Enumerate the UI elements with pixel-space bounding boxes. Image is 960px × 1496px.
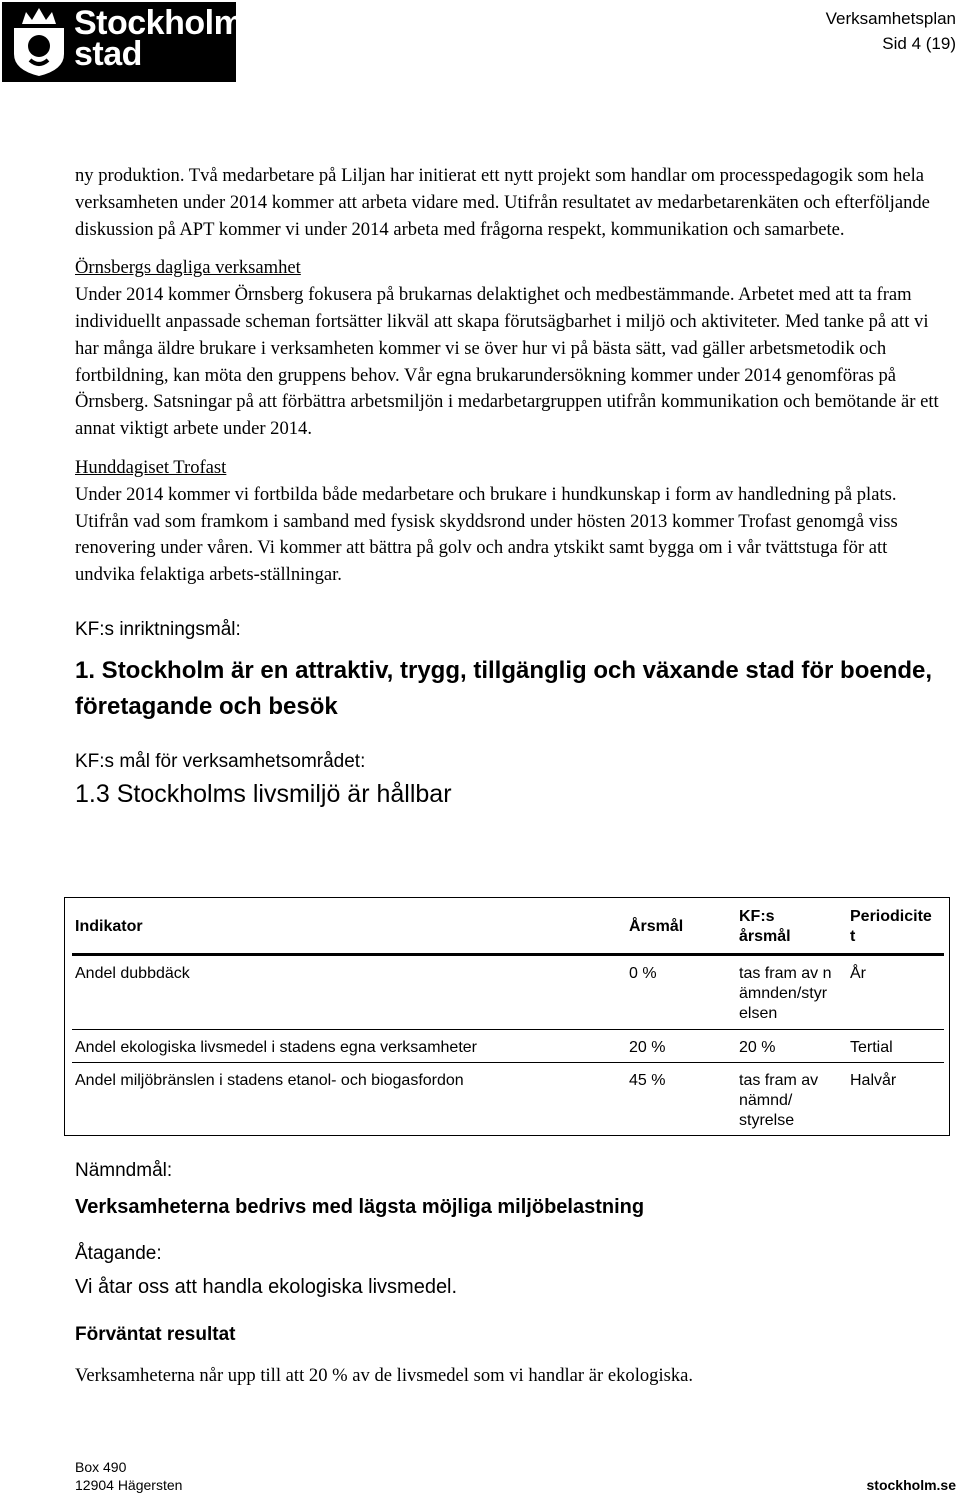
stockholms-stad-logo (2, 2, 262, 82)
atagande-text: Vi åtar oss att handla ekologiska livsmedel. (75, 1276, 458, 1298)
trofast-heading: Hunddagiset Trofast (75, 456, 227, 478)
namnd-label: Nämndmål: (75, 1160, 173, 1181)
kf-area-label: KF:s mål för verksamhetsområdet: (75, 750, 366, 772)
namnd-goal: Verksamheterna bedrivs med lägsta möjliga miljöbelastning (75, 1196, 645, 1218)
table-header-indicator: Indikator (75, 918, 143, 935)
trofast-section (75, 455, 947, 589)
table-row-2-periodicity: Tertial (850, 1039, 893, 1056)
table-row-2-kf-target: 20 % (739, 1039, 776, 1056)
kf-area-heading: 1.3 Stockholms livsmiljö är hållbar (75, 779, 452, 808)
document-title: Verksamhetsplan (825, 9, 956, 28)
footer-box: Box 490 (75, 1459, 127, 1475)
crown-emblem-icon (8, 6, 70, 78)
table-row-2-target: 20 % (629, 1039, 666, 1056)
table-header-rule (72, 953, 944, 956)
table-row-rule-1 (72, 1029, 944, 1030)
logo-wordmark (74, 4, 262, 73)
kf-goal-heading: 1. Stockholm är en attraktiv, trygg, tillgänglig och växande stad för boende, företagande och besök (75, 656, 933, 720)
table-row-2-indicator: Andel ekologiska livsmedel i stadens egna verksamheter (75, 1039, 477, 1056)
logo-line-1: Stockholms (74, 4, 262, 42)
ornsberg-heading: Örnsbergs dagliga verksamhet (75, 257, 301, 279)
namnd-section (75, 1158, 947, 1389)
main-content (75, 163, 947, 811)
indicator-table (64, 897, 950, 1136)
forvantat-label: Förväntat resultat (75, 1324, 236, 1345)
footer-website: stockholm.se (866, 1477, 956, 1493)
table-row-3-kf-target: tas fram av nämnd/ styrelse (739, 1072, 819, 1129)
table-row-3-periodicity: Halvår (850, 1072, 897, 1089)
table-header-target: Årsmål (629, 918, 684, 935)
page-number: Sid 4 (19) (882, 34, 956, 53)
table-row-3-indicator: Andel miljöbränslen i stadens etanol- och biogasfordon (75, 1072, 464, 1089)
table-header-periodicity: Periodicitet (850, 908, 932, 945)
page-header (826, 6, 956, 56)
table-row-3-target: 45 % (629, 1072, 666, 1089)
footer-address (75, 1458, 182, 1494)
atagande-label: Åtagande: (75, 1243, 162, 1264)
ornsberg-paragraph: Under 2014 kommer Örnsberg fokusera på brukarnas delaktighet och medbestämmande. Arbetet med att ta fram individuellt anpassade scheman fortsätter likväl att skapa förutsägbarhet i miljö och aktiviteter. Med tanke på att vi har många äldre brukare i verksamheten kommer vi se över hur vi på bästa sätt, vad gäller arbetsmetodik och fortbildning, kan möta den gruppens behov. Vår egna brukarundersökning kommer under 2014 genomföras på Örnsberg. Satsningar på att förbättra arbetsmiljön i medarbetargruppen utifrån kommunikation och bemötande är ett annat viktigt arbete under 2014. (75, 284, 939, 440)
table-row-1-kf-target: tas fram av nämnden/styrelsen (739, 965, 832, 1022)
footer-postal: 12904 Hägersten (75, 1477, 183, 1493)
trofast-paragraph: Under 2014 kommer vi fortbilda både medarbetare och brukare i hundkunskap i form av handledning på plats. Utifrån vad som framkom i samband med fysisk skyddsrond under hösten 2013 kommer Trofast genomgå viss renovering under våren. Vi kommer att bättra på golv och andra ytskikt samt bygga om i vår tvättstuga för att undvika felaktiga arbets-ställningar. (75, 483, 898, 586)
table-header-kf-target: KF:s årsmål (739, 908, 791, 945)
intro-paragraph: ny produktion. Två medarbetare på Liljan har initierat ett nytt projekt som handlar om processpedagogik som hela verksamheten under 2014 kommer att arbeta vidare med. Utifrån resultatet av medarbetarenkäten och efterföljande diskussion på APT kommer vi under 2014 arbeta med frågorna respekt, kommunikation och samarbete. (75, 165, 930, 240)
table-row-1-periodicity: År (850, 965, 866, 982)
forvantat-text: Verksamheterna når upp till att 20 % av de livsmedel som vi handlar är ekologiska. (75, 1365, 694, 1386)
table-row-rule-2 (72, 1062, 944, 1063)
ornsberg-section (75, 255, 947, 443)
logo-line-2: stad (74, 35, 142, 73)
kf-goal-label: KF:s inriktningsmål: (75, 618, 241, 640)
table-row-1-indicator: Andel dubbdäck (75, 965, 190, 982)
table-row-1-target: 0 % (629, 965, 657, 982)
